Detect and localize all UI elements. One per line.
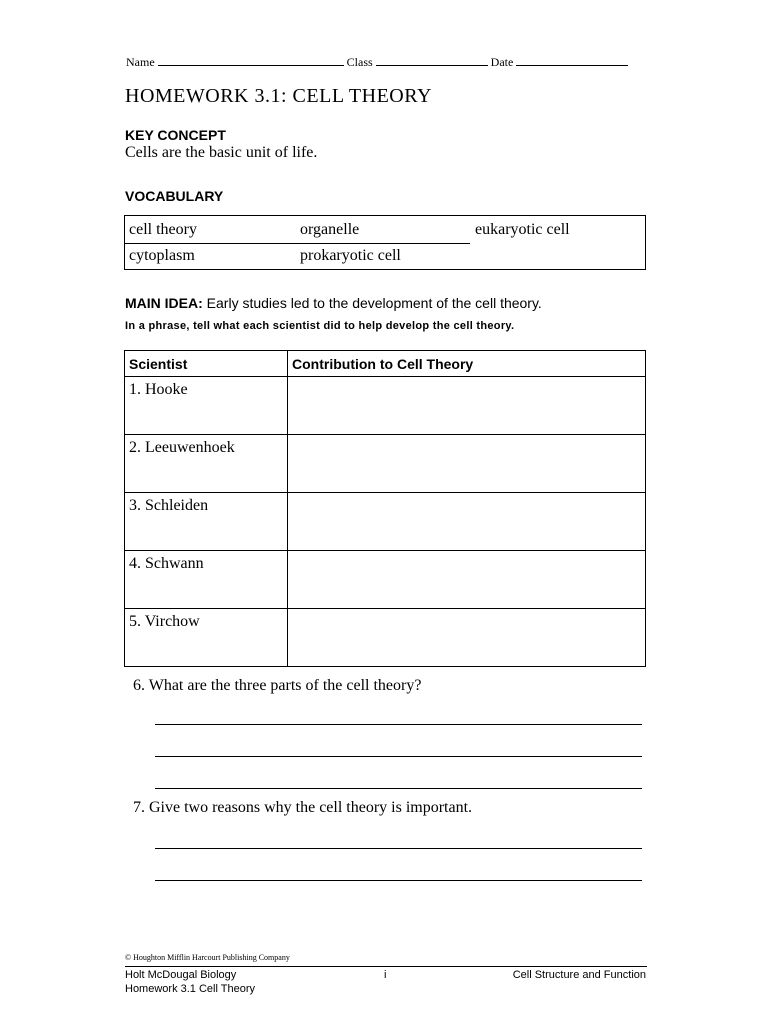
- scientist-cell: 5. Virchow: [125, 609, 288, 667]
- table-header-row: [125, 351, 646, 377]
- answer-line[interactable]: [155, 756, 642, 757]
- table-row: [125, 435, 646, 493]
- answer-line[interactable]: [155, 848, 642, 849]
- table-row: [125, 493, 646, 551]
- date-field[interactable]: [516, 55, 628, 66]
- scientist-cell: 2. Leeuwenhoek: [125, 435, 288, 493]
- date-label: Date: [490, 55, 514, 69]
- answer-line[interactable]: [155, 788, 642, 789]
- contribution-cell[interactable]: [288, 493, 646, 551]
- class-label: Class: [346, 55, 373, 69]
- contribution-cell[interactable]: [288, 609, 646, 667]
- class-field[interactable]: [376, 55, 488, 66]
- vocab-term: prokaryotic cell: [300, 247, 401, 264]
- header-fields: [126, 55, 646, 70]
- scientist-cell: 1. Hooke: [125, 377, 288, 435]
- vocabulary-label: VOCABULARY: [125, 188, 224, 204]
- vocab-term: eukaryotic cell: [475, 221, 570, 238]
- instruction-text: In a phrase, tell what each scientist did to help develop the cell theory.: [125, 320, 515, 332]
- footer-book-title: Holt McDougal Biology: [125, 969, 237, 981]
- footer-document-title: Homework 3.1 Cell Theory: [125, 983, 256, 995]
- key-concept-label: KEY CONCEPT: [125, 127, 226, 143]
- table-row: [125, 377, 646, 435]
- column-header-scientist: Scientist: [125, 351, 288, 377]
- scientist-cell: 3. Schleiden: [125, 493, 288, 551]
- footer-chapter: Cell Structure and Function: [512, 969, 646, 981]
- vocab-term: cell theory: [129, 221, 197, 238]
- table-row: [125, 609, 646, 667]
- name-label: Name: [126, 55, 155, 69]
- answer-line[interactable]: [155, 880, 642, 881]
- key-concept-text: Cells are the basic unit of life.: [125, 144, 318, 161]
- vocabulary-divider: [125, 243, 470, 244]
- table-row: [125, 551, 646, 609]
- question-6: 6. What are the three parts of the cell theory?: [133, 677, 422, 694]
- contribution-cell[interactable]: [288, 435, 646, 493]
- copyright-notice: © Houghton Mifflin Harcourt Publishing Company: [125, 953, 290, 962]
- footer-page-number: i: [384, 969, 387, 981]
- page-title: HOMEWORK 3.1: CELL THEORY: [125, 85, 432, 107]
- contribution-cell[interactable]: [288, 551, 646, 609]
- name-field[interactable]: [158, 55, 344, 66]
- main-idea-text: Early studies led to the development of the cell theory.: [206, 295, 542, 311]
- question-7: 7. Give two reasons why the cell theory is important.: [133, 799, 473, 816]
- footer-divider: [125, 966, 647, 967]
- main-idea: [125, 295, 542, 311]
- scientist-cell: 4. Schwann: [125, 551, 288, 609]
- contribution-cell[interactable]: [288, 377, 646, 435]
- vocab-term: organelle: [300, 221, 360, 238]
- vocab-term: cytoplasm: [129, 247, 195, 264]
- main-idea-label: MAIN IDEA:: [125, 295, 203, 311]
- vocabulary-box: [124, 215, 646, 270]
- scientist-table: [124, 350, 646, 667]
- column-header-contribution: Contribution to Cell Theory: [288, 351, 646, 377]
- answer-line[interactable]: [155, 724, 642, 725]
